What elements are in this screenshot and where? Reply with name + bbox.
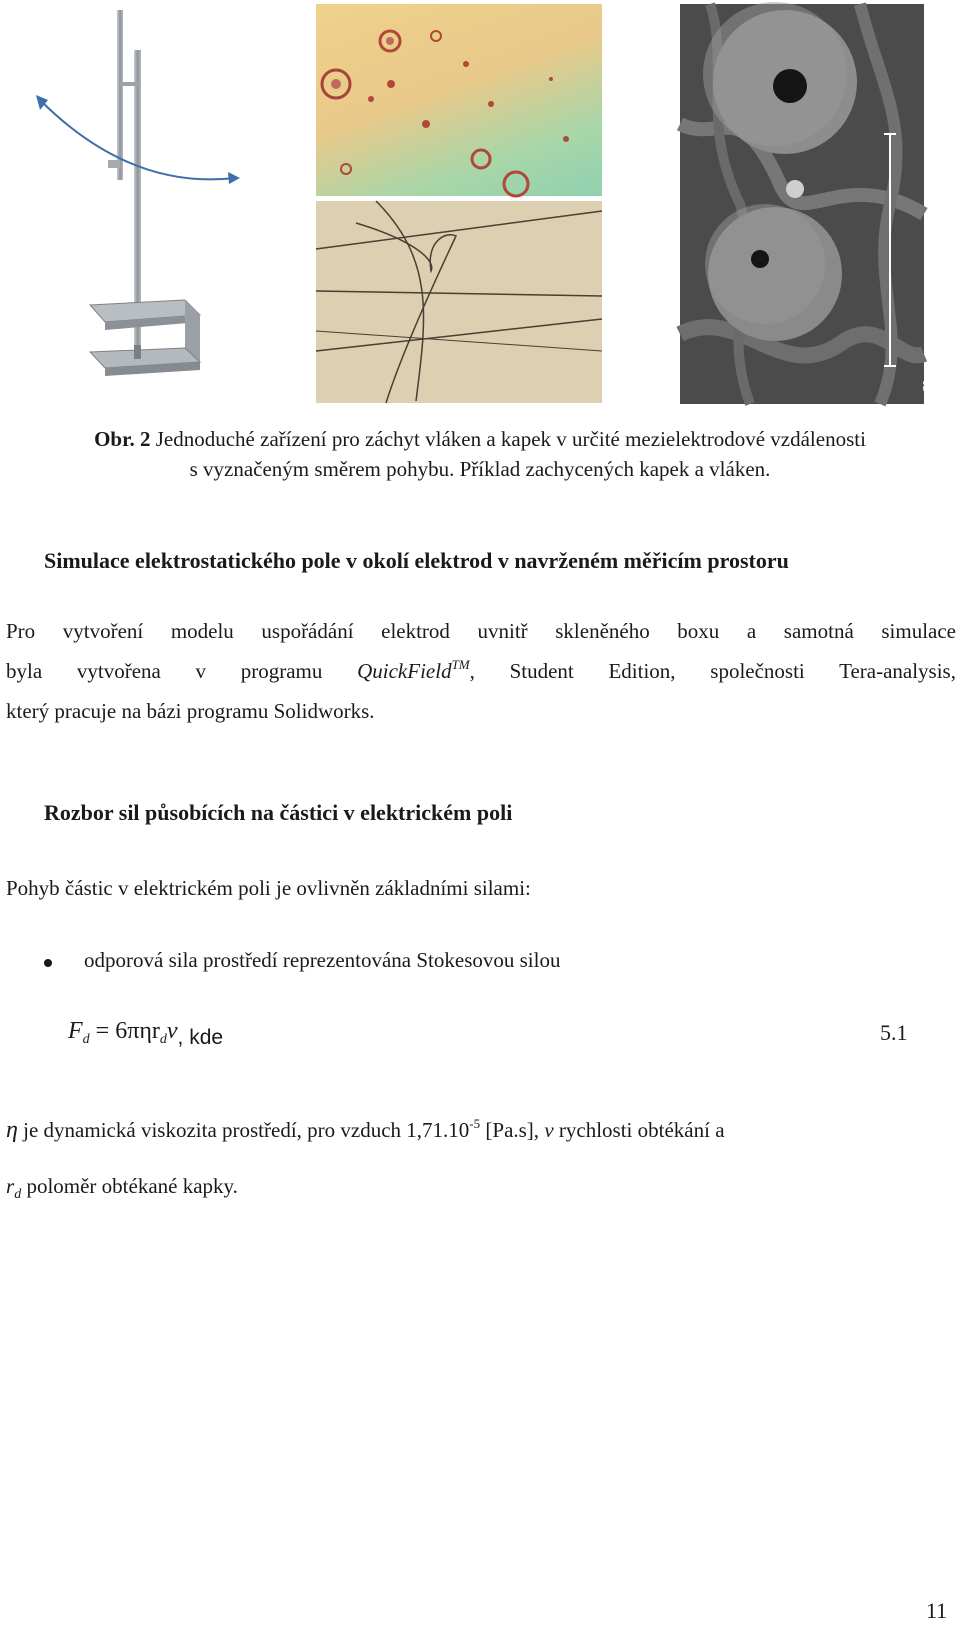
text-run: rychlosti obtékání a [553,1118,725,1142]
description-line2 [6,1158,725,1214]
page-number: 11 [926,1598,948,1623]
electrode-stand-icon [30,0,270,395]
text-run: poloměr obtékané kapky. [21,1174,238,1198]
eq-symbol-F: F [68,1018,83,1044]
equation-description [6,1102,725,1214]
paragraph-simulation [6,611,956,731]
eq-symbol-v: v [166,1018,178,1044]
text-run: je dynamická viskozita prostředí, pro vzduch 1,71.10 [17,1118,470,1142]
symbol-v: v [544,1118,554,1142]
bullet-item: odporová sila prostředí reprezentována Stokesovou silou [84,948,561,972]
droplet-image-icon [316,4,602,196]
paragraph-line: který pracuje na bázi programu Solidworks. [6,699,375,723]
eta-symbol: η [6,1117,18,1143]
figure-caption [20,424,940,484]
eq-body: = 6πηr [89,1018,160,1044]
software-name: QuickField [357,659,452,683]
sem-droplets-icon [680,4,924,404]
eq-subscript: d [82,1032,90,1047]
equation-number: 5.1 [880,1020,908,1045]
text-run: , Student Edition, společnosti Tera-analysis, [469,659,956,683]
exponent: -5 [469,1116,481,1131]
symbol-r: r [6,1174,15,1198]
caption-label: Obr. 2 [94,427,151,451]
bullet-icon [44,959,52,967]
paragraph-line [6,651,956,691]
fiber-image-icon [316,201,602,403]
fibers-micrograph [316,201,602,403]
eq-subscript: d [159,1032,167,1047]
description-line1 [6,1102,725,1158]
caption-line2: s vyznačeným směrem pohybu. Příklad zachycených kapek a vláken. [189,457,771,481]
paragraph-intro: Pohyb částic v elektrickém poli je ovlivněn základními silami: [6,876,531,900]
paragraph-line: Pro vytvoření modelu uspořádání elektrod uvnitř skleněného boxu a samotná simulace [6,619,956,643]
text-run: [Pa.s], [480,1118,545,1142]
device-drawing [30,0,270,395]
subscript-d: d [14,1187,22,1202]
scale-bar-label: 70µm [922,366,933,392]
caption-line1: Jednoduché zařízení pro záchyt vláken a kapek v určité mezielektrodové vzdálenosti [150,427,866,451]
section-heading-forces: Rozbor sil působících na částici v elektrickém poli [44,800,513,825]
section-heading-simulation: Simulace elektrostatického pole v okolí elektrod v navrženém měřicím prostoru [44,548,789,573]
sem-image [680,4,933,404]
eq-kde: , kde [177,1026,224,1049]
text-run: byla vytvořena v programu [6,659,358,683]
trademark-sup: TM [451,657,470,672]
droplets-micrograph [316,4,602,196]
stokes-equation [68,1018,224,1049]
